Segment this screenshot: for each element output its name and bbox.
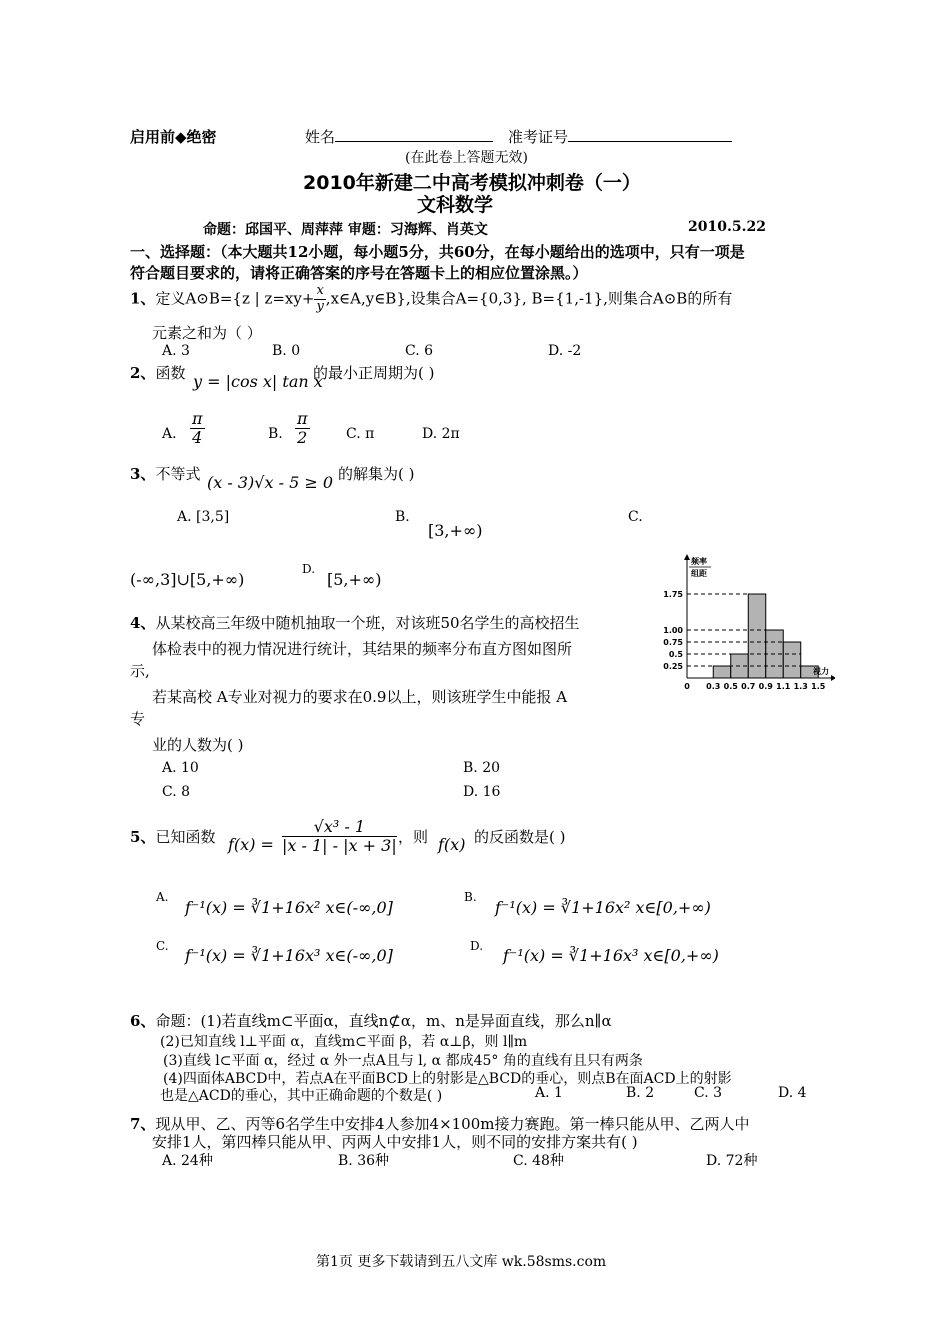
q2-line <box>130 362 185 383</box>
q6-line2: (2)已知直线 l⊥平面 α，直线m⊂平面 β，若 α⊥β，则 l∥m <box>160 1034 528 1050</box>
q2-formula: y = |cos x| tan x <box>193 372 323 391</box>
q3-pre: 不等式 <box>155 465 201 483</box>
section1-heading-line2: 符合题目要求的，请将正确答案的序号在答题卡上的相应位置涂黑。） <box>130 264 588 282</box>
q1-fraction: $\frac{x}{y}$ <box>316 283 324 314</box>
q5-pre: 已知函数 <box>155 828 216 846</box>
q3-number: 3、 <box>130 465 156 483</box>
q5-option-a-label: A. <box>156 890 169 904</box>
q4-line3: 示, <box>130 662 150 680</box>
q1-option-c: C. 6 <box>405 343 434 359</box>
x-tick-label: 0 <box>684 682 690 691</box>
secret-label: 启用前◆绝密 <box>130 128 217 146</box>
q4-option-b: B. 20 <box>463 760 501 776</box>
q5-option-a: f⁻¹(x) = ∛1+16x² x∈(-∞,0] <box>185 898 393 917</box>
y-label-top: 频率 <box>691 557 707 566</box>
histogram-bar <box>713 666 731 678</box>
ticket-blank <box>568 127 732 142</box>
q7-option-b: B. 36种 <box>338 1153 390 1169</box>
histogram-bar <box>783 642 801 678</box>
q5-option-d-label: D. <box>470 939 484 953</box>
q1-text-b: ,x∈A,y∈B},设集合A={0,3}, B={1,-1},则集合A⊙B的所有 <box>325 289 733 308</box>
q3-option-b-label: B. <box>395 509 410 525</box>
page-footer: 第1页 更多下载请到五八文库 wk.58sms.com <box>316 1254 607 1270</box>
vision-histogram <box>655 550 835 700</box>
q4-option-a: A. 10 <box>162 760 199 776</box>
authors: 命题：邱国平、周萍萍 审题：习海辉、肖英文 <box>203 222 488 238</box>
x-tick-label: 0.7 <box>741 682 756 691</box>
q4-line4: 若某高校 A专业对视力的要求在0.9以上，则该班学生中能报 A <box>152 688 568 706</box>
y-axis-arrow <box>684 554 690 560</box>
y-label-bottom: 组距 <box>691 569 707 578</box>
q6-line1 <box>130 1010 612 1031</box>
q6-line5: 也是△ACD的垂心，其中正确命题的个数是( ) <box>160 1088 443 1104</box>
q5-option-c-label: C. <box>156 939 169 953</box>
ticket-field <box>508 126 732 147</box>
exam-title: 2010年新建二中高考模拟冲刺卷（一） <box>303 172 641 194</box>
q6-option-c: C. 3 <box>694 1085 723 1101</box>
q2-option-a-fraction: $\frac{\pi}{4}$ <box>192 409 203 448</box>
q5-fraction: $\frac{\text{√x³ - 1}}{|x - 1| - |x + 3|}$ <box>282 817 397 856</box>
q4-text-line1: 从某校高三年级中随机抽取一个班，对该班50名学生的高校招生 <box>155 614 580 632</box>
q5-option-b: f⁻¹(x) = ∛1+16x² x∈[0,+∞) <box>495 898 711 917</box>
q5-line <box>130 826 215 847</box>
q4-line6: 业的人数为( ) <box>152 736 244 754</box>
name-blank <box>335 127 493 142</box>
q7-line2: 安排1人，第四棒只能从甲、丙两人中安排1人，则不同的安排方案共有( ) <box>152 1133 638 1151</box>
name-label: 姓名 <box>305 128 336 146</box>
x-tick-label: 1.1 <box>776 682 791 691</box>
x-tick-label: 0.9 <box>758 682 773 691</box>
q5-mid: ，则 <box>398 828 429 846</box>
section1-heading-line1: 一、选择题：（本大题共12小题，每小题5分，共60分，在每小题给出的选项中，只有一项是 <box>130 243 745 261</box>
q5-f-label: f(x) = <box>228 835 274 854</box>
x-tick-label: 1.5 <box>811 682 826 691</box>
q7-option-d: D. 72种 <box>706 1153 758 1169</box>
q3-option-c-label: C. <box>628 509 643 525</box>
q1-text-a: 定义A⊙B={z | z=xy+ <box>155 289 315 308</box>
q6-number: 6、 <box>130 1012 156 1030</box>
q1-option-b: B. 0 <box>272 343 301 359</box>
subject-title: 文科数学 <box>417 194 494 216</box>
q2-option-b-label: B. <box>268 426 283 442</box>
x-tick-label: 1.3 <box>793 682 808 691</box>
x-axis-arrow <box>831 675 835 681</box>
q4-option-d: D. 16 <box>463 784 501 800</box>
q2-option-c: C. π <box>346 426 375 442</box>
x-tick-label: 0.5 <box>723 682 738 691</box>
q5-post: 的反函数是( ) <box>474 828 566 846</box>
q5-option-b-label: B. <box>464 890 477 904</box>
histogram-bar <box>748 594 766 678</box>
q4-line5: 专 <box>130 710 146 728</box>
q4-option-c: C. 8 <box>162 784 191 800</box>
q2-option-a-label: A. <box>162 426 177 442</box>
y-tick-label: 1.75 <box>663 590 683 599</box>
q3-option-c-value: (-∞,3]∪[5,+∞) <box>130 570 245 589</box>
q2-number: 2、 <box>130 364 156 382</box>
x-axis-label: 视力 <box>813 667 829 676</box>
y-tick-label: 0.5 <box>668 650 683 659</box>
q6-text-line1: 命题：(1)若直线m⊂平面α，直线n⊄α，m、n是异面直线，那么n∥α <box>155 1012 612 1030</box>
invalid-note: (在此卷上答题无效) <box>405 150 528 166</box>
y-tick-label: 0.25 <box>663 662 683 671</box>
q7-number: 7、 <box>130 1115 156 1133</box>
q7-option-c: C. 48种 <box>513 1153 564 1169</box>
q4-line1 <box>130 612 580 633</box>
q3-option-b-value: [3,+∞) <box>428 521 483 540</box>
q6-line3: (3)直线 l⊂平面 α，经过 α 外一点A且与 l, α 都成45° 角的直线有且只有两条 <box>163 1053 643 1069</box>
q3-option-d-value: [5,+∞) <box>327 570 382 589</box>
q7-option-a: A. 24种 <box>162 1153 213 1169</box>
q6-line4: (4)四面体ABCD中，若点A在平面BCD上的射影是△BCD的垂心，则点B在面ACD上的射影 <box>163 1071 732 1087</box>
q1-option-d: D. -2 <box>548 343 582 359</box>
q5-option-d: f⁻¹(x) = ∛1+16x³ x∈[0,+∞) <box>503 946 719 965</box>
q3-option-d-label: D. <box>302 562 316 576</box>
q7-text-line1: 现从甲、乙、丙等6名学生中安排4人参加4×100m接力赛跑。第一棒只能从甲、乙两人中 <box>155 1115 750 1133</box>
q2-option-b-fraction: $\frac{\pi}{2}$ <box>297 409 308 448</box>
q3-post: 的解集为( ) <box>338 465 415 483</box>
q3-line <box>130 463 200 484</box>
q1-line2: 元素之和为（ ） <box>152 324 262 342</box>
q6-option-a: A. 1 <box>535 1085 563 1101</box>
q1-line1 <box>130 284 732 315</box>
q6-option-d: D. 4 <box>778 1085 807 1101</box>
q1-number: 1、 <box>130 289 156 308</box>
ticket-label: 准考证号 <box>508 128 569 146</box>
q4-line2: 体检表中的视力情况进行统计，其结果的频率分布直方图如图所 <box>152 640 573 658</box>
q4-number: 4、 <box>130 614 156 632</box>
q3-formula: (x - 3)√x - 5 ≥ 0 <box>207 473 333 492</box>
q2-post: 的最小正周期为( ) <box>313 364 435 382</box>
y-tick-label: 0.75 <box>663 638 683 647</box>
y-tick-label: 1.00 <box>663 626 683 635</box>
q5-option-c: f⁻¹(x) = ∛1+16x³ x∈(-∞,0] <box>185 946 393 965</box>
name-field <box>305 126 493 147</box>
q3-option-a: A. [3,5] <box>177 509 230 525</box>
q5-number: 5、 <box>130 828 156 846</box>
date: 2010.5.22 <box>688 219 766 235</box>
q2-pre: 函数 <box>155 364 186 382</box>
q2-option-d: D. 2π <box>422 426 460 442</box>
x-tick-label: 0.3 <box>706 682 721 691</box>
q1-option-a: A. 3 <box>162 343 190 359</box>
q5-f2: f(x) <box>438 835 466 854</box>
q6-option-b: B. 2 <box>626 1085 655 1101</box>
